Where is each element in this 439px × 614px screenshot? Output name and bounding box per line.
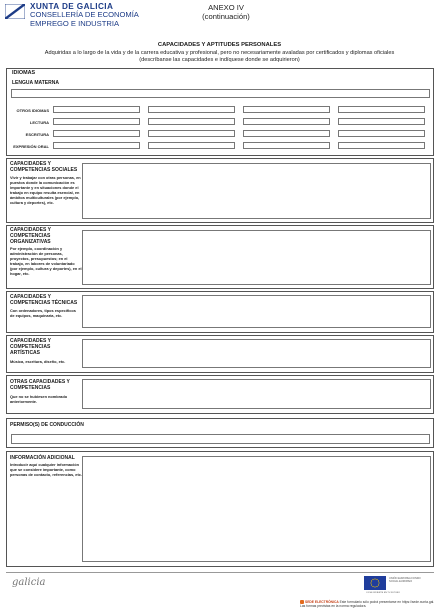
oral-expression-label: EXPRESIÓN ORAL [13, 144, 49, 149]
driving-license-field[interactable] [11, 434, 430, 444]
additional-info-title: INFORMACIÓN ADICIONAL [10, 455, 75, 461]
oral-expression-3-field[interactable] [243, 142, 330, 149]
other-skills-field[interactable] [82, 379, 431, 409]
oral-expression-4-field[interactable] [338, 142, 425, 149]
oral-expression-1-field[interactable] [53, 142, 140, 149]
page-header [0, 0, 439, 40]
form-subtitle-2: (descríbanse las capacidades e indíquese donde se adquirieron) [139, 57, 300, 63]
other-skills-note: Que no se hubiesen nombrado anteriormente. [10, 394, 68, 404]
brand-line-1: XUNTA DE GALICIA [30, 2, 114, 11]
footer-divider [6, 572, 434, 573]
social-skills-section [6, 158, 434, 223]
driving-license-title: PERMISO(S) DE CONDUCCIÓN [10, 422, 84, 428]
reading-4-field[interactable] [338, 118, 425, 125]
additional-info-section [6, 451, 434, 567]
brand-line-2: CONSELLERÍA DE ECONOMÍA [30, 10, 139, 20]
reading-2-field[interactable] [148, 118, 235, 125]
reading-1-field[interactable] [53, 118, 140, 125]
additional-info-note: Introducir aquí cualquier información que se considere importante, como personas de contacto, referencias, etc. [10, 462, 83, 477]
social-skills-title: CAPACIDADES Y COMPETENCIAS SOCIALES [10, 161, 78, 173]
reading-label: LECTURA [29, 120, 49, 125]
brand-line-3: EMPREGO E INDUSTRIA [30, 18, 120, 28]
technical-skills-field[interactable] [82, 295, 431, 328]
form-subtitle-1: Adquiridas a lo largo de la vida y de la carrera educativa y profesional, pero no necesariamente avaladas por certificados y diplomas oficiales [44, 50, 395, 56]
xunta-logo-icon [5, 4, 25, 19]
mother-tongue-label: LENGUA MATERNA [12, 80, 59, 86]
writing-2-field[interactable] [148, 130, 235, 137]
annex-heading [186, 3, 266, 21]
writing-label: ESCRITURA [25, 132, 49, 137]
languages-title: IDIOMAS [12, 70, 36, 76]
organizational-skills-section [6, 225, 434, 289]
footer-note [300, 600, 435, 609]
additional-info-field[interactable] [82, 456, 431, 562]
social-skills-field[interactable] [82, 163, 431, 219]
writing-3-field[interactable] [243, 130, 330, 137]
writing-4-field[interactable] [338, 130, 425, 137]
footer-note-highlight: SEDE ELECTRÓNICA [305, 600, 339, 604]
other-language-2-field[interactable] [148, 106, 235, 113]
brand-block [30, 3, 139, 28]
footer-note-text: Este formulario sólo podrá presentarse en https://sede.xunta.gal. Las formas previstas en la norma reguladora. [300, 600, 435, 609]
galicia-logo: galicia [12, 577, 46, 588]
other-skills-section [6, 375, 434, 414]
driving-license-section [6, 418, 434, 448]
reading-3-field[interactable] [243, 118, 330, 125]
annex-title: ANEXO IV [208, 3, 244, 12]
eu-fund-subtext: O FSE INVIERTE EN TU FUTURO [366, 592, 401, 594]
social-skills-note: Vivir y trabajar con otras personas, en puestos donde la comunicación es importante y en situaciones donde el trabajo en equipo resulta esencial, en ámbitos multiculturales (por ejemplo, cultura y deportes), etc. [10, 175, 81, 205]
oral-expression-2-field[interactable] [148, 142, 235, 149]
eu-fund-text: UNIÓN EUROPEA FONDO SOCIAL EUROPEO [389, 577, 421, 584]
technical-skills-note: Con ordenadores, tipos específicos de equipos, maquinaria, etc. [10, 308, 76, 318]
technical-skills-title: CAPACIDADES Y COMPETENCIAS TÉCNICAS [10, 294, 78, 306]
artistic-skills-section [6, 335, 434, 373]
form-title: CAPACIDADES Y APTITUDES PERSONALES [157, 42, 282, 48]
technical-skills-section [6, 291, 434, 333]
artistic-skills-field[interactable] [82, 339, 431, 368]
annex-subtitle: (continuación) [202, 12, 250, 21]
other-language-3-field[interactable] [243, 106, 330, 113]
other-skills-title: OTRAS CAPACIDADES Y COMPETENCIAS [10, 379, 70, 391]
artistic-skills-title: CAPACIDADES Y COMPETENCIAS ARTÍSTICAS [10, 338, 51, 356]
other-languages-label: OTROS IDIOMAS [16, 108, 49, 113]
mother-tongue-field[interactable] [11, 89, 430, 98]
languages-section [6, 68, 434, 156]
organizational-skills-field[interactable] [82, 230, 431, 285]
organizational-skills-note: Por ejemplo, coordinación y administración de personas, proyectos, presupuestos; en el trabajo, en labores de voluntariado (por ejemplo, cultura y deportes), en el hogar, etc. [10, 246, 82, 276]
other-language-1-field[interactable] [53, 106, 140, 113]
writing-1-field[interactable] [53, 130, 140, 137]
artistic-skills-note: Música, escritura, diseño, etc. [10, 359, 66, 364]
other-language-4-field[interactable] [338, 106, 425, 113]
eu-flag-icon [364, 576, 386, 590]
organizational-skills-title: CAPACIDADES Y COMPETENCIAS ORGANIZATIVAS [10, 227, 51, 245]
